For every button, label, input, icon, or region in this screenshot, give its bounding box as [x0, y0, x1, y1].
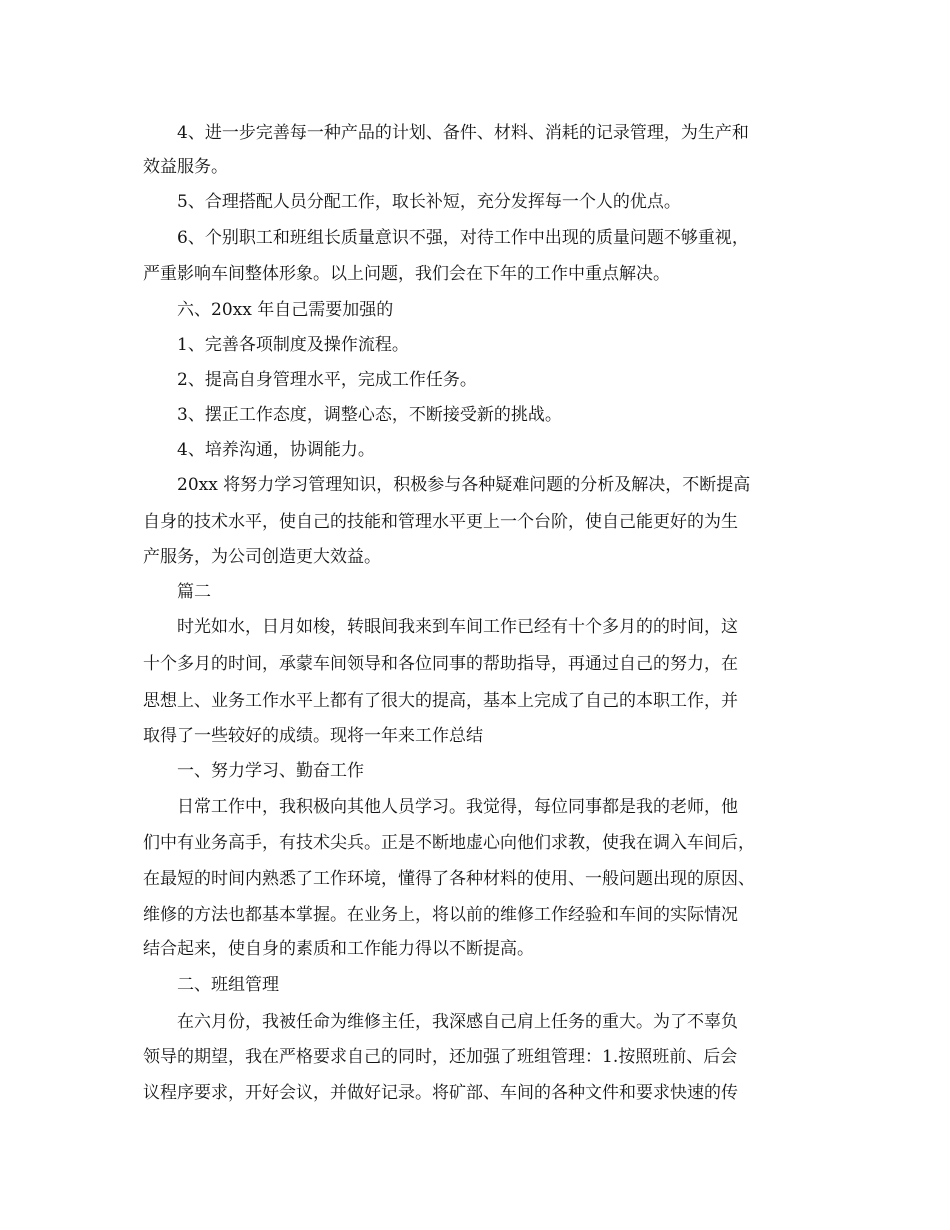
text-line: 自身的技术水平，使自己的技能和管理水平更上一个台阶，使自己能更好的为生 [143, 512, 738, 532]
text-line: 1、完善各项制度及操作流程。 [177, 335, 409, 355]
text-line: 结合起来，使自身的素质和工作能力得以不断提高。 [143, 939, 534, 959]
text-line: 领导的期望，我在严格要求自己的同时，还加强了班组管理：1.按照班前、后会 [143, 1047, 738, 1067]
text-line: 取得了一些较好的成绩。现将一年来工作总结 [143, 726, 483, 746]
text-line: 20xx 将努力学习管理知识，积极参与各种疑难问题的分析及解决，不断提高 [177, 475, 751, 495]
text-line: 议程序要求，开好会议，并做好记录。将矿部、车间的各种文件和要求快速的传 [143, 1083, 738, 1103]
text-line: 们中有业务高手，有技术尖兵。正是不断地虚心向他们求教，使我在调入车间后， [143, 833, 755, 853]
text-line: 产服务，为公司创造更大效益。 [143, 547, 381, 567]
section-heading: 篇二 [177, 582, 211, 602]
text-line: 效益服务。 [143, 157, 228, 177]
text-line: 5、合理搭配人员分配工作，取长补短，充分发挥每一个人的优点。 [177, 192, 681, 212]
text-line: 在最短的时间内熟悉了工作环境，懂得了各种材料的使用、一般问题出现的原因、 [143, 869, 755, 889]
text-line: 严重影响车间整体形象。以上问题，我们会在下年的工作中重点解决。 [143, 264, 670, 284]
text-line: 6、个别职工和班组长质量意识不强，对待工作中出现的质量问题不够重视， [177, 228, 749, 248]
text-line: 4、培养沟通，协调能力。 [177, 440, 375, 460]
section-heading: 二、班组管理 [177, 975, 279, 995]
text-line: 时光如水，日月如梭，转眼间我来到车间工作已经有十个多月的的时间，这 [177, 617, 738, 637]
text-line: 思想上、业务工作水平上都有了很大的提高，基本上完成了自己的本职工作，并 [143, 691, 738, 711]
text-line: 日常工作中，我积极向其他人员学习。我觉得，每位同事都是我的老师，他 [177, 797, 738, 817]
section-heading: 六、20xx 年自己需要加强的 [177, 300, 394, 320]
text-line: 十个多月的时间，承蒙车间领导和各位同事的帮助指导，再通过自己的努力，在 [143, 654, 738, 674]
text-line: 4、进一步完善每一种产品的计划、备件、材料、消耗的记录管理，为生产和 [177, 123, 749, 143]
text-line: 2、提高自身管理水平，完成工作任务。 [177, 370, 477, 390]
section-heading: 一、努力学习、勤奋工作 [177, 761, 364, 781]
text-line: 在六月份，我被任命为维修主任，我深感自己肩上任务的重大。为了不辜负 [177, 1012, 738, 1032]
text-line: 3、摆正工作态度，调整心态，不断接受新的挑战。 [177, 405, 562, 425]
text-line: 维修的方法也都基本掌握。在业务上，将以前的维修工作经验和车间的实际情况 [143, 905, 738, 925]
